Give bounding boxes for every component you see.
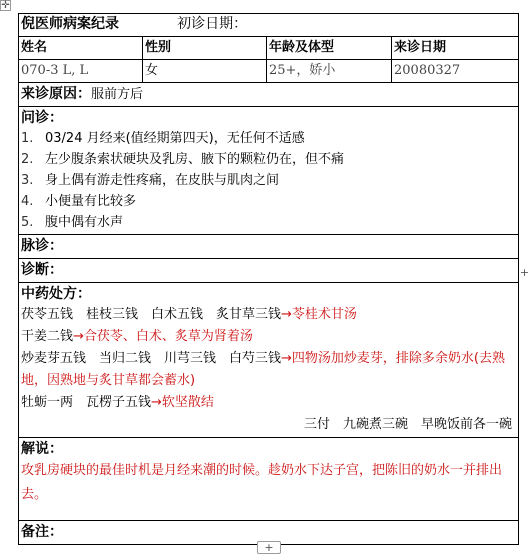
patient-sex: 女 [143,60,267,83]
explanation-row [19,438,519,521]
herb-line: 炒麦芽五钱 当归二钱 川芎三钱 白芍三钱→四物汤加炒麦芽，排除多余奶水(去熟地，因熟地与炙甘草都会蓄水) [21,351,505,388]
col-name-header: 姓名 [19,37,143,60]
inquiry-list [21,128,516,233]
add-row-button[interactable]: + [257,541,281,554]
record-title: 倪医师病案纪录 [21,16,119,32]
first-visit-label: 初诊日期： [177,16,248,32]
column-header-row [19,37,519,60]
pulse-row [19,235,519,259]
dosage-instructions: 三付 九碗煮三碗 早晚饭前各一碗 [304,417,513,432]
herb-line: 牡蛎一两 瓦楞子五钱→软坚散结 [21,395,214,410]
reason-text: 服前方后 [91,87,144,102]
header-row [19,14,519,37]
inquiry-row [19,107,519,235]
herb-line: 干姜二钱→合茯苓、白术、炙草为肾着汤 [21,329,253,344]
medical-record-table [18,13,519,545]
reason-label: 来诊原因： [21,86,91,102]
col-sex-header: 性别 [143,37,267,60]
prescription-label: 中药处方： [21,286,91,302]
diagnosis-label: 诊断： [21,262,63,278]
col-age-header: 年龄及体型 [267,37,392,60]
list-item: 3. 身上偶有游走性疼痛，在皮肤与肌肉之间 [21,173,280,188]
add-column-icon[interactable]: + [519,266,530,279]
patient-name: 070-3 L, L [19,60,143,83]
diagnosis-row [19,259,519,283]
table-move-handle[interactable]: ✛ [1,0,10,11]
col-date-header: 来诊日期 [392,37,519,60]
pulse-label: 脉诊： [21,238,63,254]
list-item: 5. 腹中偶有水声 [21,215,124,230]
explanation-text: 攻乳房硬块的最佳时机是月经来潮的时候。趁奶水下达子宫，把陈旧的奶水一并排出去。 [21,463,503,502]
patient-age-build: 25+，娇小 [267,60,392,83]
list-item: 1. 03/24 月经来(值经期第四天)，无任何不适感 [21,131,305,146]
prescription-row [19,283,519,438]
herb-line: 茯苓五钱 桂枝三钱 白术五钱 炙甘草三钱→苓桂术甘汤 [21,307,357,322]
list-item: 4. 小便量有比较多 [21,194,137,209]
patient-row [19,60,519,83]
remarks-label: 备注： [21,524,63,540]
inquiry-label: 问诊： [21,110,63,126]
patient-visit-date: 20080327 [392,60,519,83]
reason-row [19,83,519,107]
explanation-label: 解说： [21,441,63,457]
list-item: 2. 左少腹条索状硬块及乳房、腋下的颗粒仍在，但不痛 [21,152,345,167]
